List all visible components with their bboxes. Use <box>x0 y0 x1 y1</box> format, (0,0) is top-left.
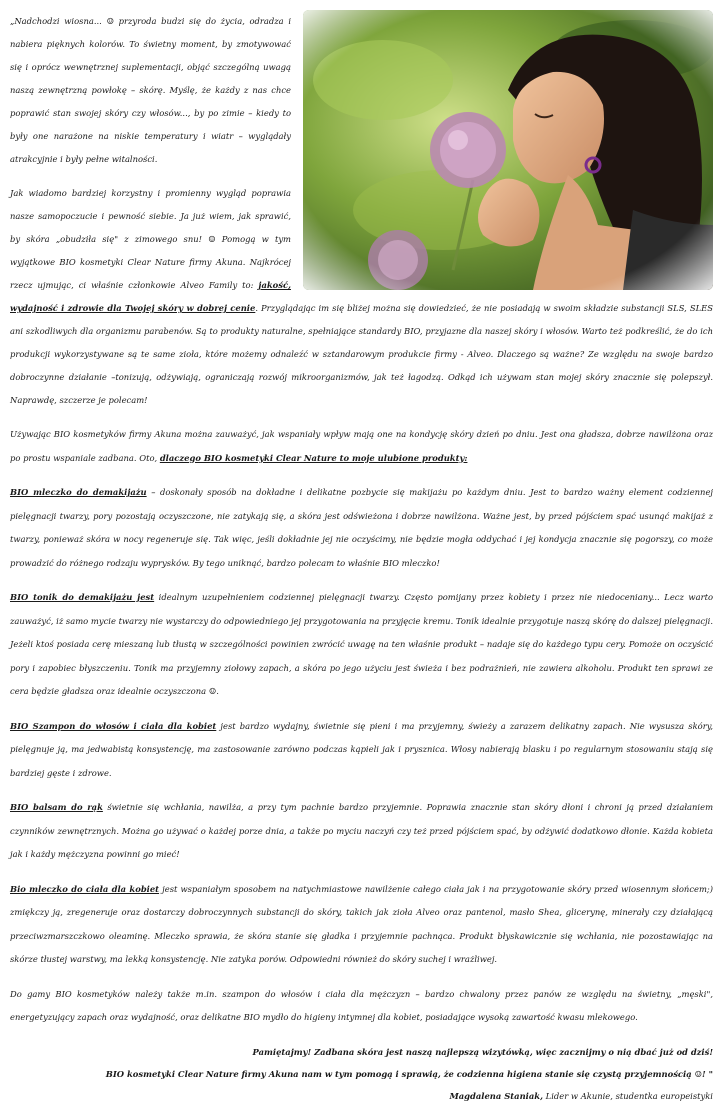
author-signature <box>10 1085 713 1107</box>
product-tonic-title: BIO tonik do demakijażu jest <box>10 592 155 602</box>
intro-2-text-a: Jak wiadomo bardziej korzystny i promienny wygląd poprawia nasze samopoczucie i pewność siebie. Ja już wiem, jak sprawić, by skóra „obudziła się" z zimowego snu! ☺ Pomogą w tym wyjątkowe BIO kosmetyki Clear Nature firmy Akuna. Najkrócej rzecz ujmując, ci właśnie członkowie Alveo Family to: <box>10 188 291 290</box>
p3-text: Używając BIO kosmetyków firmy Akuna można zauważyć, jak wspaniały wpływ mają one na kondycję skóry dzień po dniu. Jest ona gładsza, dobrze nawilżona oraz po prostu wspaniale zadbana. Oto, <box>10 429 713 463</box>
closing-line-2-text: BIO kosmetyki Clear Nature firmy Akuna nam w tym pomogą i sprawią, że codzienna higiena stanie się czystą przyjemnością ☺! " <box>105 1068 713 1079</box>
product-shampoo <box>10 715 713 786</box>
product-makeup-milk-title: BIO mleczko do demakijażu <box>10 487 147 497</box>
intro-paragraph-1: „Nadchodzi wiosna... ☺ przyroda budzi się do życia, odradza i nabiera pięknych kolorów. To świetny moment, by zmotywować się i oprócz wewnętrznej suplementacji, objąć szczególną uwagą naszą zewnętrzną powłokę – skórę. Myślę, że każdy z nas chce poprawić stan swojej skóry czy włosów..., by po zimie – kiedy to były one narażone na niskie temperatury i wiatr – wyglądały atrakcyjnie i były pełne witalności. <box>10 16 291 164</box>
p3-highlight: dlaczego BIO kosmetyki Clear Nature to moje ulubione produkty: <box>159 452 468 463</box>
paragraph-3 <box>10 423 713 470</box>
closing-line-1 <box>10 1041 713 1063</box>
woman-smelling-flower-photo <box>303 10 713 290</box>
paragraph-other-products: Do gamy BIO kosmetyków należy także m.in. szampon do włosów i ciała dla mężczyzn – bardzo chwalony przez panów ze względu na świetny, „męski", energetyzujący zapach oraz wydajność, oraz delikatne BIO mydło do higieny intymnej dla kobiet, posiadające wysoką zawartość kwasu mlekowego. <box>10 988 713 1022</box>
product-makeup-milk <box>10 481 713 575</box>
closing-line-2 <box>10 1063 713 1085</box>
intro-2-text-b: . Przyglądając im się bliżej można się dowiedzieć, że nie posiadają w swoim składzie substancji SLS, SLES ani szkodliwych dla organizmu parabenów. Są to produkty naturalne, spełniające standardy BIO, przyjazne dla naszej skóry i włosów. Warto też podkreślić, że do ich produkcji wykorzystywane są te same zioła, które możemy odnaleźć w sztandarowym produkcie firmy - Alveo. Dlaczego są ważne? Ze względu na swoje bardzo dobroczynne działanie –tonizują, odżywiają, ograniczają rozwój mikroorganizmów, jak też łagodzą. Odkąd ich używam stan mojej skóry znacznie się polepszył. Naprawdę, szczerze je polecam! <box>10 303 713 405</box>
product-body-milk <box>10 878 713 972</box>
author-name: Magdalena Staniak, <box>449 1090 543 1101</box>
closing-line-1-text: Pamiętajmy! Zadbana skóra jest naszą najlepszą wizytówką, więc zacznijmy o nią dbać już od dziś! <box>252 1046 713 1057</box>
product-tonic-text: idealnym uzupełnieniem codziennej pielęgnacji twarzy. Często pomijany przez kobiety i przez nie niedoceniany... Lecz warto zauważyć, iż samo mycie twarzy nie wystarczy do odpowiedniego jej przygotowania na przyjęcie kremu. Tonik idealnie przygotuje naszą skórę do dalszej pielęgnacji. Jeżeli ktoś posiada cerę mieszaną lub tłustą w szczególności powinien zwrócić uwagę na ten właśnie produkt – nadaje się do każdego typu cery. Pomoże on oczyścić pory i zapobiec błyszczeniu. Tonik ma przyjemny ziołowy zapach, a skóra po jego użyciu jest świeża i bez podrażnień, nie zawiera alkoholu. Produkt ten sprawi ze cera będzie gładsza oraz idealnie oczyszczona ☺. <box>10 592 713 696</box>
author-role: Lider w Akunie, studentka europeistyki <box>543 1090 713 1101</box>
article <box>10 10 713 1107</box>
product-body-milk-title: Bio mleczko do ciała dla kobiet <box>10 883 160 894</box>
product-hand-balm <box>10 796 713 867</box>
product-hand-balm-text: świetnie się wchłania, nawilża, a przy tym pachnie bardzo przyjemnie. Poprawia znacznie stan skóry dłoni i chroni ją przed działaniem czynników zewnętrznych. Można go używać o każdej porze dnia, a także po myciu naczyń czy też przed pójściem spać, by odżywić dodatkowo dłonie. Każda kobieta jak i każdy mężczyzna powinni go mieć! <box>10 802 714 859</box>
product-makeup-milk-text: – doskonały sposób na dokładne i delikatne pozbycie się makijażu po każdym dniu. Jest to bardzo ważny element codziennej pielęgnacji twarzy, pory pozostają oczyszczone, nie zatykają się, a skóra jest odświeżona i dobrze nawilżona. Ważne jest, by przed pójściem spać usunąć makijaż z twarzy, ponieważ skóra w nocy regeneruje się. Tak więc, jeśli dokładnie jej nie oczyścimy, nie będzie mogła oddychać i jej kondycja znacznie się pogorszy, co może prowadzić do różnego rodzaju wyprysków. By tego uniknąć, bardzo polecam to właśnie BIO mleczko! <box>10 487 714 568</box>
intro-2-highlight: jakość, wydajność i zdrowie dla Twojej skóry w dobrej cenie <box>10 280 291 313</box>
product-shampoo-text: jest bardzo wydajny, świetnie się pieni i ma przyjemny, świeży a zarazem delikatny zapach. Nie wysusza skóry, pielęgnuje ją, ma jedwabistą konsystencję, ma zastosowanie zarówno podczas kąpieli jak i prysznica. Włosy nabierają blasku i po regularnym stosowaniu stają się bardziej gęste i zdrowe. <box>10 720 714 778</box>
product-shampoo-title: BIO Szampon do włosów i ciała dla kobiet <box>10 720 217 731</box>
product-tonic <box>10 586 713 704</box>
product-hand-balm-title: BIO balsam do rąk <box>10 802 103 812</box>
product-body-milk-text: jest wspaniałym sposobem na natychmiastowe nawilżenie całego ciała jak i na przygotowanie skóry przed wiosennym słońcem;) zmiękczy ją, zregeneruje oraz dostarczy dobroczynnych substancji do skóry, takich jak zioła Alveo oraz pantenol, masło Shea, glicerynę, minerały czy działającą przeciwzmarszczkowo oleaminę. Mleczko sprawia, że skóra stanie się gładka i przyjemnie pachnąca. Produkt błyskawicznie się wchłania, nie pozostawiając na skórze tłustej warstwy, ma lekką konsystencję. Nie zatyka porów. Odpowiedni również do skóry suchej i wrażliwej. <box>10 883 713 964</box>
